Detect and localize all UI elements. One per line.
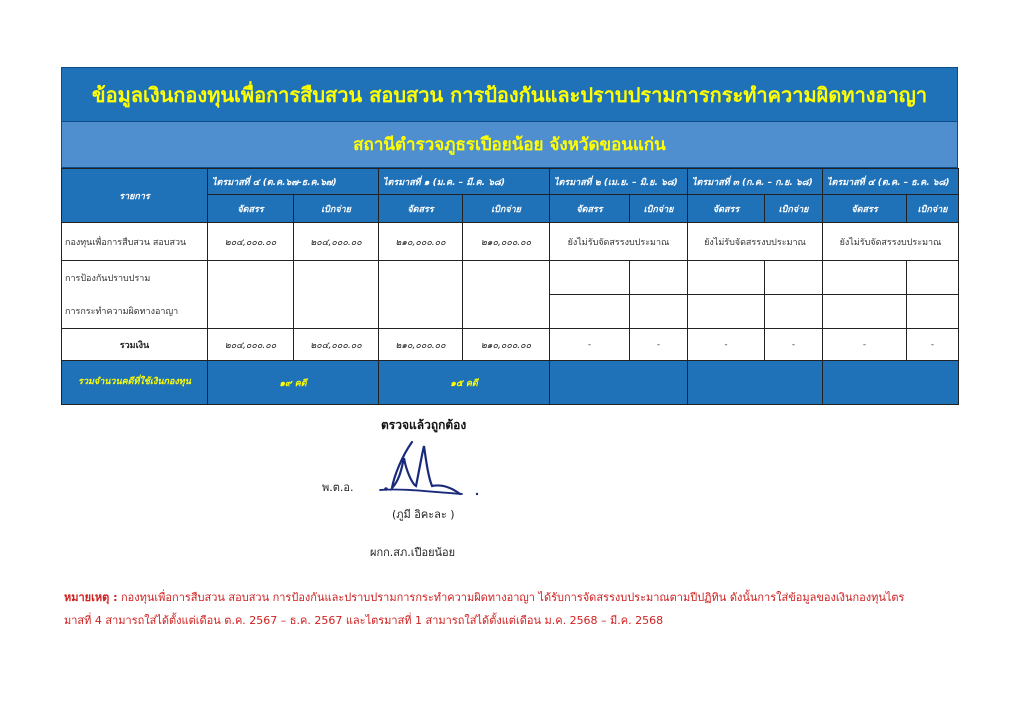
cases-q3-68 — [688, 361, 823, 405]
q4-67-disbursed: ๒๐๔,๐๐๐.๐๐ — [294, 223, 379, 261]
quarter-header-q3-68: ไตรมาสที่ ๓ (ก.ค. – ก.ย. ๖๘) — [688, 169, 823, 195]
total-q4-67-disbursed: ๒๐๔,๐๐๐.๐๐ — [294, 329, 379, 361]
q1-68-allocated: ๒๑๐,๐๐๐.๐๐ — [379, 223, 463, 261]
allocated-header: จัดสรร — [550, 195, 630, 223]
total-q1-68-allocated: ๒๑๐,๐๐๐.๐๐ — [379, 329, 463, 361]
signer-position: ผกก.สภ.เปือยน้อย — [370, 546, 456, 559]
dash-cell: - — [907, 329, 959, 361]
remark-line-2: มาสที่ 4 สามารถใส่ได้ตั้งแต่เดือน ต.ค. 2567 – ธ.ค. 2567 และไตรมาสที่ 1 สามารถใส่ได้ตั้งแต่เดือน ม.ค. 2568 – มี.ค. 2568 — [64, 614, 664, 627]
empty-cell — [550, 295, 630, 329]
dash-cell: - — [823, 329, 907, 361]
disbursed-header: เบิกจ่าย — [907, 195, 959, 223]
q1-68-disbursed: ๒๑๐,๐๐๐.๐๐ — [463, 223, 550, 261]
cases-q4-67: ๑๙ คดี — [208, 361, 379, 405]
signer-rank: พ.ต.อ. — [322, 481, 354, 494]
total-q4-67-allocated: ๒๐๔,๐๐๐.๐๐ — [208, 329, 294, 361]
cases-q4-68 — [823, 361, 959, 405]
row-label-criminal: การกระทำความผิดทางอาญา — [62, 295, 208, 329]
allocated-header: จัดสรร — [379, 195, 463, 223]
q3-68-not-allocated: ยังไม่รับจัดสรรงบประมาณ — [688, 223, 823, 261]
fund-table — [61, 168, 959, 405]
disbursed-header: เบิกจ่าย — [765, 195, 823, 223]
empty-cell — [907, 261, 959, 295]
station-subtitle: สถานีตำรวจภูธรเปือยน้อย จังหวัดขอนแก่น — [61, 122, 958, 168]
empty-cell — [550, 261, 630, 295]
total-q1-68-disbursed: ๒๑๐,๐๐๐.๐๐ — [463, 329, 550, 361]
dash-cell: - — [550, 329, 630, 361]
quarter-header-q4-67: ไตรมาสที่ ๔ (ต.ค.๖๗-ธ.ค.๖๗) — [208, 169, 379, 195]
empty-cell — [765, 295, 823, 329]
row-label-prevention: การป้องกันปราบปราม — [62, 261, 208, 295]
empty-cell — [294, 261, 379, 329]
remark — [64, 586, 954, 632]
dash-cell: - — [630, 329, 688, 361]
page-title: ข้อมูลเงินกองทุนเพื่อการสืบสวน สอบสวน การป้องกันและปราบปรามการกระทำความผิดทางอาญา — [61, 67, 958, 122]
signer-name: (ภูมี อิคะละ ) — [392, 508, 455, 521]
quarter-header-q1-68: ไตรมาสที่ ๑ (ม.ค. – มี.ค. ๖๘) — [379, 169, 550, 195]
row-label-fund: กองทุนเพื่อการสืบสวน สอบสวน — [62, 223, 208, 261]
empty-cell — [823, 295, 907, 329]
empty-cell — [823, 261, 907, 295]
cases-label: รวมจำนวนคดีที่ใช้เงินกองทุน — [62, 361, 208, 405]
allocated-header: จัดสรร — [208, 195, 294, 223]
quarter-header-q4-68: ไตรมาสที่ ๔ (ต.ค. – ธ.ค. ๖๘) — [823, 169, 959, 195]
item-header: รายการ — [62, 169, 208, 223]
signature-image — [372, 436, 487, 502]
cases-q1-68: ๑๕ คดี — [379, 361, 550, 405]
empty-cell — [688, 295, 765, 329]
empty-cell — [907, 295, 959, 329]
q2-68-not-allocated: ยังไม่รับจัดสรรงบประมาณ — [550, 223, 688, 261]
dash-cell: - — [765, 329, 823, 361]
empty-cell — [208, 261, 294, 329]
dash-cell: - — [688, 329, 765, 361]
cases-q2-68 — [550, 361, 688, 405]
empty-cell — [379, 261, 463, 329]
allocated-header: จัดสรร — [823, 195, 907, 223]
empty-cell — [463, 261, 550, 329]
q4-68-not-allocated: ยังไม่รับจัดสรรงบประมาณ — [823, 223, 959, 261]
allocated-header: จัดสรร — [688, 195, 765, 223]
remark-label: หมายเหตุ : — [64, 591, 118, 604]
empty-cell — [688, 261, 765, 295]
disbursed-header: เบิกจ่าย — [294, 195, 379, 223]
remark-line-1: กองทุนเพื่อการสืบสวน สอบสวน การป้องกันและปราบปรามการกระทำความผิดทางอาญา ได้รับการจัดสรรงบประมาณตามปีปฏิทิน ดังนั้นการใส่ข้อมูลของเงินกองทุนไตร — [121, 591, 905, 604]
disbursed-header: เบิกจ่าย — [630, 195, 688, 223]
verified-label: ตรวจแล้วถูกต้อง — [381, 418, 467, 432]
total-label: รวมเงิน — [62, 329, 208, 361]
empty-cell — [765, 261, 823, 295]
disbursed-header: เบิกจ่าย — [463, 195, 550, 223]
q4-67-allocated: ๒๐๔,๐๐๐.๐๐ — [208, 223, 294, 261]
empty-cell — [630, 295, 688, 329]
quarter-header-q2-68: ไตรมาสที่ ๒ (เม.ย. – มิ.ย. ๖๘) — [550, 169, 688, 195]
empty-cell — [630, 261, 688, 295]
